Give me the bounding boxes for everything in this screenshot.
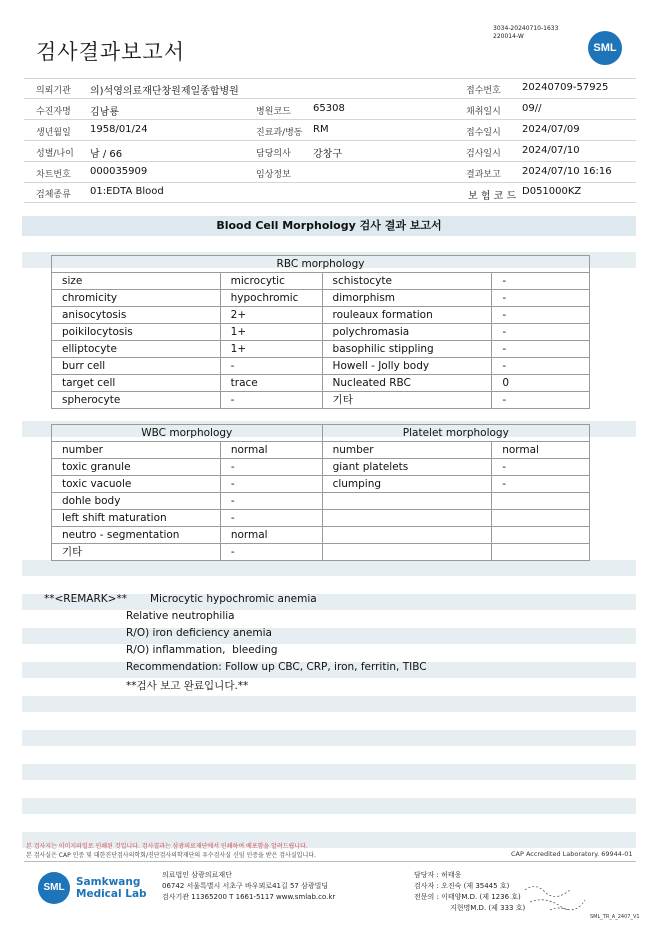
- signature-scribble: [520, 880, 590, 914]
- document-code-line1: 3034-20240710-1633: [493, 25, 559, 32]
- sml-logo: SML: [588, 31, 622, 65]
- hosp-code-value: 65308: [313, 103, 345, 114]
- rbc-cell: spherocyte: [52, 392, 221, 409]
- section-banner: Blood Cell Morphology 검사 결과 보고서: [22, 216, 636, 236]
- rbc-cell: 기타: [322, 392, 492, 409]
- wbc-row: [52, 442, 590, 459]
- sex-age-value: 남 / 66: [90, 149, 123, 160]
- wbc-cell: -: [220, 510, 322, 527]
- hosp-code-label: 병원코드: [256, 107, 291, 117]
- staff-line1: 담당자 : 허태웅: [414, 871, 462, 879]
- chart-value: 000035909: [90, 166, 148, 177]
- staff-line4: 지현명M.D. (제 333 호): [450, 904, 526, 912]
- rbc-cell: anisocytosis: [52, 307, 221, 324]
- rbc-cell: -: [220, 358, 322, 375]
- wbc-cell: normal: [220, 442, 322, 459]
- document-code: [493, 25, 558, 41]
- wbc-row: [52, 510, 590, 527]
- brand-line1: Samkwang: [76, 876, 141, 888]
- rbc-cell: 2+: [220, 307, 322, 324]
- rbc-row: [52, 307, 590, 324]
- dept-label: 진료과/병동: [256, 128, 303, 138]
- wbc-row: [52, 493, 590, 510]
- rbc-row: [52, 290, 590, 307]
- rbc-cell: Howell - Jolly body: [322, 358, 492, 375]
- wbc-table-header: WBC morphology: [52, 425, 323, 442]
- rbc-cell: schistocyte: [322, 273, 492, 290]
- collect-label: 채취일시: [466, 107, 501, 117]
- wbc-cell: normal: [492, 442, 590, 459]
- receipt-date-value: 2024/07/09: [522, 124, 580, 135]
- rbc-row: [52, 341, 590, 358]
- rbc-cell: chromicity: [52, 290, 221, 307]
- rbc-cell: -: [492, 273, 590, 290]
- wbc-cell: [492, 527, 590, 544]
- dob-label: 생년월일: [36, 128, 71, 138]
- rbc-cell: 1+: [220, 341, 322, 358]
- rbc-cell: -: [492, 307, 590, 324]
- dob-value: 1958/01/24: [90, 124, 148, 135]
- platelet-table-header: Platelet morphology: [322, 425, 589, 442]
- wbc-platelet-table: [51, 424, 590, 561]
- rbc-cell: rouleaux formation: [322, 307, 492, 324]
- receipt-no-value: 20240709-57925: [522, 82, 609, 93]
- wbc-cell: -: [220, 459, 322, 476]
- report-value: 2024/07/10 16:16: [522, 166, 612, 177]
- rbc-cell: 0: [492, 375, 590, 392]
- rbc-cell: -: [492, 341, 590, 358]
- rbc-row: [52, 392, 590, 409]
- report-label: 결과보고: [466, 170, 501, 180]
- wbc-cell: neutro - segmentation: [52, 527, 221, 544]
- remark-label: **<REMARK>**: [44, 593, 127, 605]
- rbc-cell: poikilocytosis: [52, 324, 221, 341]
- test-date-label: 검사일시: [466, 149, 501, 159]
- doctor-value: 강창구: [313, 149, 342, 160]
- staff-line2: 검사자 : 오진숙 (제 35445 호): [414, 882, 510, 890]
- remark-line: R/O) inflammation, bleeding: [126, 644, 278, 656]
- footer-note-cap: 본 검사실은 CAP 인증 및 대한진단검사의학회/진단검사의학재단의 우수검사실 신임 인증을 받은 검사실입니다.: [26, 852, 316, 859]
- wbc-cell: 기타: [52, 544, 221, 561]
- rbc-cell: -: [492, 358, 590, 375]
- wbc-cell: dohle body: [52, 493, 221, 510]
- wbc-cell: -: [220, 476, 322, 493]
- wbc-cell: clumping: [322, 476, 492, 493]
- rbc-table-header: RBC morphology: [52, 256, 590, 273]
- remark-line: **검사 보고 완료입니다.**: [126, 680, 249, 692]
- footer-sml-logo: SML: [38, 872, 70, 904]
- rbc-cell: hypochromic: [220, 290, 322, 307]
- remark-line: Recommendation: Follow up CBC, CRP, iron, ferritin, TIBC: [126, 661, 427, 673]
- rbc-cell: Nucleated RBC: [322, 375, 492, 392]
- wbc-cell: toxic granule: [52, 459, 221, 476]
- wbc-cell: left shift maturation: [52, 510, 221, 527]
- receipt-date-label: 접수일시: [466, 128, 501, 138]
- rbc-cell: size: [52, 273, 221, 290]
- remark-line: Relative neutrophilia: [126, 610, 235, 622]
- wbc-cell: -: [492, 459, 590, 476]
- collect-value: 09//: [522, 103, 542, 114]
- report-title: 검사결과보고서: [36, 40, 186, 64]
- sex-age-label: 성별/나이: [36, 149, 74, 159]
- document-code-line2: 220014-W: [493, 33, 524, 40]
- rbc-cell: polychromasia: [322, 324, 492, 341]
- org-value: 의)석영의료재단창원제일종합병원: [90, 86, 239, 97]
- wbc-cell: [322, 510, 492, 527]
- wbc-row: [52, 476, 590, 493]
- wbc-row: [52, 459, 590, 476]
- wbc-cell: [322, 493, 492, 510]
- specimen-value: 01:EDTA Blood: [90, 186, 164, 197]
- rbc-cell: burr cell: [52, 358, 221, 375]
- footer-note-print: 본 검사지는 이미지파일로 인쇄된 것입니다. 검사결과는 삼광의료재단에서 인쇄하여 배포함을 알려드립니다.: [26, 843, 308, 850]
- wbc-cell: giant platelets: [322, 459, 492, 476]
- address-line3: 검사기관 11365200 T 1661-5117 www.smlab.co.kr: [162, 893, 336, 901]
- wbc-cell: number: [322, 442, 492, 459]
- rbc-cell: elliptocyte: [52, 341, 221, 358]
- patient-label: 수진자명: [36, 107, 71, 117]
- dept-value: RM: [313, 124, 329, 135]
- footer-brand: [76, 876, 147, 900]
- rbc-cell: -: [492, 290, 590, 307]
- brand-line2: Medical Lab: [76, 888, 147, 900]
- wbc-cell: [492, 510, 590, 527]
- address-line1: 의료법인 삼광의료재단: [162, 871, 232, 879]
- wbc-cell: [322, 544, 492, 561]
- footer-staff: [414, 870, 525, 914]
- rbc-cell: -: [492, 324, 590, 341]
- cap-accredited: CAP Accredited Laboratory. 69944-01: [511, 850, 633, 858]
- wbc-cell: [492, 544, 590, 561]
- rbc-row: [52, 358, 590, 375]
- specimen-label: 검체종류: [36, 190, 71, 200]
- remark-line: Microcytic hypochromic anemia: [150, 593, 317, 605]
- wbc-cell: normal: [220, 527, 322, 544]
- rbc-row: [52, 375, 590, 392]
- footer-address: [162, 870, 335, 903]
- rbc-cell: 1+: [220, 324, 322, 341]
- address-line2: 06742 서울특별시 서초구 바우뫼로41길 57 삼광빌딩: [162, 882, 329, 890]
- chart-label: 차트번호: [36, 170, 71, 180]
- rbc-row: [52, 324, 590, 341]
- wbc-cell: -: [492, 476, 590, 493]
- insurance-value: D051000KZ: [522, 186, 582, 197]
- rbc-morphology-table: [51, 255, 590, 409]
- rbc-cell: target cell: [52, 375, 221, 392]
- wbc-cell: -: [220, 544, 322, 561]
- wbc-cell: [322, 527, 492, 544]
- patient-value: 김남룡: [90, 107, 119, 118]
- doctor-label: 담당의사: [256, 149, 291, 159]
- form-code: SML_TR_A_2407_V1: [590, 914, 640, 920]
- staff-line3: 전문의 : 이태양M.D. (제 1236 호): [414, 893, 521, 901]
- wbc-row: [52, 527, 590, 544]
- wbc-cell: number: [52, 442, 221, 459]
- clinical-label: 임상정보: [256, 170, 291, 180]
- wbc-row: [52, 544, 590, 561]
- rbc-cell: -: [492, 392, 590, 409]
- wbc-cell: -: [220, 493, 322, 510]
- rbc-cell: dimorphism: [322, 290, 492, 307]
- org-label: 의뢰기관: [36, 86, 71, 96]
- rbc-row: [52, 273, 590, 290]
- rbc-cell: trace: [220, 375, 322, 392]
- rbc-cell: -: [220, 392, 322, 409]
- insurance-label: 보 험 코 드: [468, 191, 517, 202]
- test-date-value: 2024/07/10: [522, 145, 580, 156]
- receipt-no-label: 접수번호: [466, 86, 501, 96]
- wbc-cell: toxic vacuole: [52, 476, 221, 493]
- remark-line: R/O) iron deficiency anemia: [126, 627, 272, 639]
- wbc-cell: [492, 493, 590, 510]
- rbc-cell: basophilic stippling: [322, 341, 492, 358]
- rbc-cell: microcytic: [220, 273, 322, 290]
